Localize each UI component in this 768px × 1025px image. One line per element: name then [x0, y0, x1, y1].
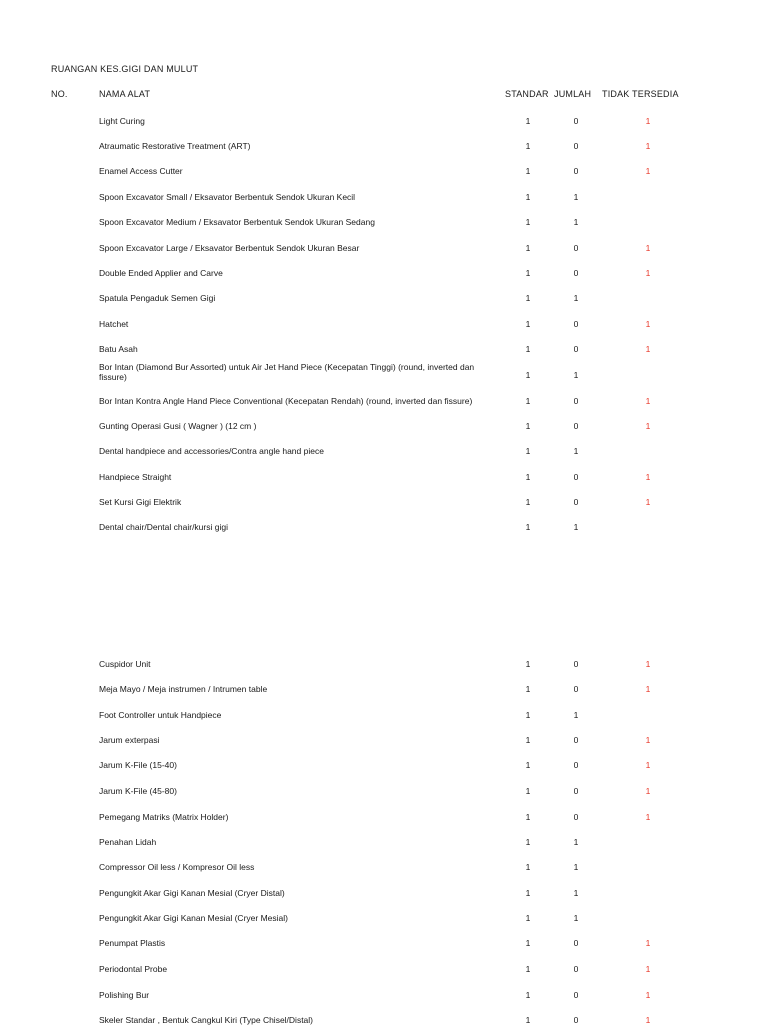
- tidak-tersedia-value: 1: [645, 472, 651, 482]
- standar-value: 1: [525, 268, 531, 278]
- jumlah-value: 1: [573, 913, 579, 923]
- tidak-tersedia-value: 1: [645, 1015, 651, 1025]
- jumlah-value: 1: [573, 837, 579, 847]
- item-name: Jarum exterpasi: [99, 735, 160, 745]
- tidak-tersedia-value: 1: [645, 319, 651, 329]
- standar-value: 1: [525, 421, 531, 431]
- jumlah-value: 0: [573, 396, 579, 406]
- standar-value: 1: [525, 659, 531, 669]
- standar-value: 1: [525, 913, 531, 923]
- item-name: Bor Intan (Diamond Bur Assorted) untuk Air Jet Hand Piece (Kecepatan Tinggi) (round, inverted dan fissure): [99, 362, 475, 382]
- item-name: Skeler Standar , Bentuk Cangkul Kiri (Type Chisel/Distal): [99, 1015, 314, 1025]
- tidak-tersedia-value: 1: [645, 421, 651, 431]
- item-name: Spoon Excavator Large / Eksavator Berbentuk Sendok Ukuran Besar: [99, 243, 360, 253]
- item-name: Pemegang Matriks (Matrix Holder): [99, 812, 229, 822]
- standar-value: 1: [525, 862, 531, 872]
- standar-value: 1: [525, 293, 531, 303]
- item-name: Pengungkit Akar Gigi Kanan Mesial (Cryer Distal): [99, 888, 285, 898]
- column-header-standar: STANDAR: [505, 89, 549, 99]
- standar-value: 1: [525, 116, 531, 126]
- page-title: RUANGAN KES.GIGI DAN MULUT: [51, 64, 199, 74]
- tidak-tersedia-value: 1: [645, 786, 651, 796]
- item-name: Meja Mayo / Meja instrumen / Intrumen table: [99, 684, 268, 694]
- standar-value: 1: [525, 243, 531, 253]
- item-name: Periodontal Probe: [99, 964, 168, 974]
- standar-value: 1: [525, 472, 531, 482]
- jumlah-value: 0: [573, 812, 579, 822]
- standar-value: 1: [525, 1015, 531, 1025]
- jumlah-value: 0: [573, 344, 579, 354]
- standar-value: 1: [525, 319, 531, 329]
- jumlah-value: 0: [573, 964, 579, 974]
- jumlah-value: 0: [573, 166, 579, 176]
- jumlah-value: 0: [573, 319, 579, 329]
- item-name: Gunting Operasi Gusi ( Wagner ) (12 cm ): [99, 421, 257, 431]
- item-name: Spoon Excavator Small / Eksavator Berbentuk Sendok Ukuran Kecil: [99, 192, 356, 202]
- standar-value: 1: [525, 684, 531, 694]
- jumlah-value: 0: [573, 472, 579, 482]
- item-name: Compressor Oil less / Kompresor Oil less: [99, 862, 255, 872]
- jumlah-value: 1: [573, 192, 579, 202]
- standar-value: 1: [525, 938, 531, 948]
- jumlah-value: 1: [573, 522, 579, 532]
- jumlah-value: 0: [573, 497, 579, 507]
- tidak-tersedia-value: 1: [645, 141, 651, 151]
- jumlah-value: 0: [573, 684, 579, 694]
- tidak-tersedia-value: 1: [645, 166, 651, 176]
- standar-value: 1: [525, 990, 531, 1000]
- jumlah-value: 1: [573, 888, 579, 898]
- item-name: Spatula Pengaduk Semen Gigi: [99, 293, 216, 303]
- tidak-tersedia-value: 1: [645, 268, 651, 278]
- item-name: Atraumatic Restorative Treatment (ART): [99, 141, 251, 151]
- standar-value: 1: [525, 344, 531, 354]
- standar-value: 1: [525, 837, 531, 847]
- standar-value: 1: [525, 446, 531, 456]
- standar-value: 1: [525, 735, 531, 745]
- tidak-tersedia-value: 1: [645, 760, 651, 770]
- jumlah-value: 0: [573, 990, 579, 1000]
- tidak-tersedia-value: 1: [645, 396, 651, 406]
- item-name: Dental chair/Dental chair/kursi gigi: [99, 522, 228, 532]
- jumlah-value: 1: [573, 293, 579, 303]
- standar-value: 1: [525, 141, 531, 151]
- jumlah-value: 0: [573, 141, 579, 151]
- standar-value: 1: [525, 166, 531, 176]
- item-name: Enamel Access Cutter: [99, 166, 183, 176]
- tidak-tersedia-value: 1: [645, 990, 651, 1000]
- tidak-tersedia-value: 1: [645, 964, 651, 974]
- jumlah-value: 0: [573, 760, 579, 770]
- jumlah-value: 0: [573, 421, 579, 431]
- tidak-tersedia-value: 1: [645, 243, 651, 253]
- column-header-jumlah: JUMLAH: [554, 89, 592, 99]
- item-name: Cuspidor Unit: [99, 659, 151, 669]
- item-name: Jarum K-File (45-80): [99, 786, 177, 796]
- jumlah-value: 1: [573, 370, 579, 380]
- jumlah-value: 0: [573, 938, 579, 948]
- standar-value: 1: [525, 786, 531, 796]
- jumlah-value: 1: [573, 217, 579, 227]
- item-name: Pengungkit Akar Gigi Kanan Mesial (Cryer Mesial): [99, 913, 288, 923]
- jumlah-value: 0: [573, 659, 579, 669]
- standar-value: 1: [525, 192, 531, 202]
- column-header-name: NAMA ALAT: [99, 89, 151, 99]
- standar-value: 1: [525, 396, 531, 406]
- item-name: Spoon Excavator Medium / Eksavator Berbentuk Sendok Ukuran Sedang: [99, 217, 375, 227]
- standar-value: 1: [525, 497, 531, 507]
- item-name: Jarum K-File (15-40): [99, 760, 177, 770]
- tidak-tersedia-value: 1: [645, 497, 651, 507]
- jumlah-value: 0: [573, 1015, 579, 1025]
- tidak-tersedia-value: 1: [645, 735, 651, 745]
- item-name: Dental handpiece and accessories/Contra angle hand piece: [99, 446, 324, 456]
- tidak-tersedia-value: 1: [645, 684, 651, 694]
- tidak-tersedia-value: 1: [645, 938, 651, 948]
- item-name: Penahan Lidah: [99, 837, 157, 847]
- item-name: Set Kursi Gigi Elektrik: [99, 497, 182, 507]
- column-header-tidak-tersedia: TIDAK TERSEDIA: [602, 89, 679, 99]
- item-name: Polishing Bur: [99, 990, 150, 1000]
- item-name: Penumpat Plastis: [99, 938, 166, 948]
- tidak-tersedia-value: 1: [645, 659, 651, 669]
- tidak-tersedia-value: 1: [645, 344, 651, 354]
- standar-value: 1: [525, 888, 531, 898]
- item-name: Handpiece Straight: [99, 472, 172, 482]
- item-name: Hatchet: [99, 319, 129, 329]
- item-name: Batu Asah: [99, 344, 138, 354]
- jumlah-value: 1: [573, 710, 579, 720]
- jumlah-value: 0: [573, 243, 579, 253]
- item-name: Light Curing: [99, 116, 145, 126]
- jumlah-value: 0: [573, 268, 579, 278]
- standar-value: 1: [525, 217, 531, 227]
- standar-value: 1: [525, 370, 531, 380]
- jumlah-value: 0: [573, 786, 579, 796]
- item-name: Double Ended Applier and Carve: [99, 268, 223, 278]
- standar-value: 1: [525, 760, 531, 770]
- standar-value: 1: [525, 522, 531, 532]
- column-header-no: NO.: [51, 89, 68, 99]
- standar-value: 1: [525, 812, 531, 822]
- item-name: Foot Controller untuk Handpiece: [99, 710, 222, 720]
- item-name: Bor Intan Kontra Angle Hand Piece Conventional (Kecepatan Rendah) (round, inverted dan fissure): [99, 396, 473, 406]
- jumlah-value: 0: [573, 735, 579, 745]
- standar-value: 1: [525, 710, 531, 720]
- tidak-tersedia-value: 1: [645, 116, 651, 126]
- jumlah-value: 0: [573, 116, 579, 126]
- standar-value: 1: [525, 964, 531, 974]
- jumlah-value: 1: [573, 446, 579, 456]
- jumlah-value: 1: [573, 862, 579, 872]
- tidak-tersedia-value: 1: [645, 812, 651, 822]
